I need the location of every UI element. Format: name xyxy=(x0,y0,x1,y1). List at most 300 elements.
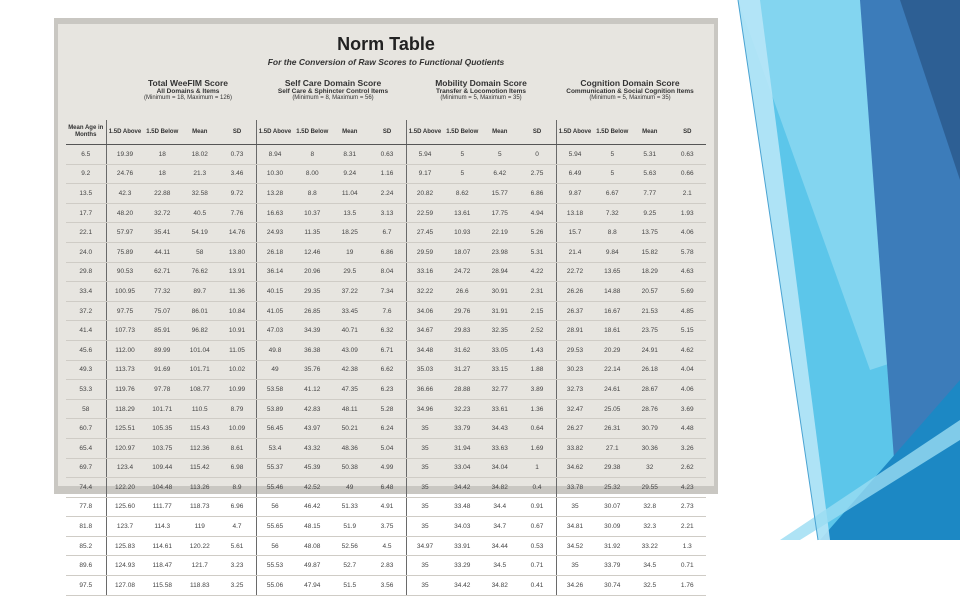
score-cell: 25.32 xyxy=(594,478,632,498)
score-cell: 27.1 xyxy=(594,438,632,458)
group-header-mobility xyxy=(406,78,556,101)
score-cell: 47.94 xyxy=(294,576,332,596)
score-cell: 26.6 xyxy=(444,282,482,302)
table-row xyxy=(66,380,706,400)
score-cell: 90.53 xyxy=(106,262,144,282)
score-cell: 35 xyxy=(406,438,444,458)
score-cell: 3.25 xyxy=(219,576,257,596)
age-cell: 89.6 xyxy=(66,556,106,576)
score-cell: 34.5 xyxy=(631,556,669,576)
score-cell: 35 xyxy=(556,556,594,576)
score-cell: 5 xyxy=(594,145,632,165)
table-row xyxy=(66,458,706,478)
score-cell: 0.64 xyxy=(519,419,557,439)
score-cell: 114.61 xyxy=(144,536,182,556)
score-cell: 9.24 xyxy=(331,164,369,184)
score-cell: 0.71 xyxy=(519,556,557,576)
column-header: SD xyxy=(519,120,557,145)
score-cell: 51.5 xyxy=(331,576,369,596)
score-cell: 33.91 xyxy=(444,536,482,556)
group-items: Self Care & Sphincter Control Items xyxy=(277,88,389,95)
score-cell: 104.48 xyxy=(144,478,182,498)
score-cell: 3.26 xyxy=(669,438,707,458)
score-cell: 43.32 xyxy=(294,438,332,458)
score-cell: 49 xyxy=(256,360,294,380)
score-cell: 34.82 xyxy=(481,576,519,596)
score-cell: 33.05 xyxy=(481,340,519,360)
score-cell: 52.7 xyxy=(331,556,369,576)
score-cell: 57.97 xyxy=(106,223,144,243)
page-title: Norm Table xyxy=(337,34,435,54)
score-cell: 114.3 xyxy=(144,517,182,537)
score-cell: 96.82 xyxy=(181,321,219,341)
score-cell: 2.15 xyxy=(519,301,557,321)
group-items: Transfer & Locomotion Items xyxy=(436,88,526,95)
score-cell: 113.26 xyxy=(181,478,219,498)
score-cell: 31.92 xyxy=(594,536,632,556)
score-cell: 26.18 xyxy=(256,242,294,262)
score-cell: 6.86 xyxy=(519,184,557,204)
score-cell: 34.04 xyxy=(481,458,519,478)
age-cell: 69.7 xyxy=(66,458,106,478)
age-cell: 81.8 xyxy=(66,517,106,537)
score-cell: 0.63 xyxy=(669,145,707,165)
score-cell: 34.48 xyxy=(406,340,444,360)
score-cell: 30.79 xyxy=(631,419,669,439)
score-cell: 34.5 xyxy=(481,556,519,576)
score-cell: 42.38 xyxy=(331,360,369,380)
score-cell: 5.26 xyxy=(519,223,557,243)
age-cell: 24.0 xyxy=(66,242,106,262)
score-cell: 25.05 xyxy=(594,399,632,419)
age-cell: 65.4 xyxy=(66,438,106,458)
score-cell: 115.42 xyxy=(181,458,219,478)
score-cell: 32.77 xyxy=(481,380,519,400)
score-cell: 47.35 xyxy=(331,380,369,400)
score-cell: 4.91 xyxy=(369,497,407,517)
score-cell: 48.20 xyxy=(106,203,144,223)
score-cell: 118.29 xyxy=(106,399,144,419)
score-cell: 0.67 xyxy=(519,517,557,537)
score-cell: 121.7 xyxy=(181,556,219,576)
score-cell: 35 xyxy=(556,497,594,517)
score-cell: 26.18 xyxy=(631,360,669,380)
score-cell: 43.97 xyxy=(294,419,332,439)
score-cell: 30.74 xyxy=(594,576,632,596)
score-cell: 77.32 xyxy=(144,282,182,302)
score-cell: 30.23 xyxy=(556,360,594,380)
score-cell: 1.16 xyxy=(369,164,407,184)
table-row xyxy=(66,419,706,439)
score-cell: 107.73 xyxy=(106,321,144,341)
score-cell: 0.41 xyxy=(519,576,557,596)
score-cell: 31.91 xyxy=(481,301,519,321)
score-cell: 4.63 xyxy=(669,262,707,282)
score-cell: 33.82 xyxy=(556,438,594,458)
score-cell: 4.85 xyxy=(669,301,707,321)
score-cell: 35.76 xyxy=(294,360,332,380)
column-header: 1.5D Above xyxy=(406,120,444,145)
score-cell: 125.83 xyxy=(106,536,144,556)
score-cell: 4.48 xyxy=(669,419,707,439)
age-cell: 58 xyxy=(66,399,106,419)
score-cell: 53.58 xyxy=(256,380,294,400)
score-cell: 32.5 xyxy=(631,576,669,596)
score-cell: 21.53 xyxy=(631,301,669,321)
score-cell: 35 xyxy=(406,556,444,576)
group-title: Cognition Domain Score xyxy=(580,78,680,88)
score-cell: 15.77 xyxy=(481,184,519,204)
score-cell: 34.96 xyxy=(406,399,444,419)
score-cell: 34.43 xyxy=(481,419,519,439)
score-cell: 34.26 xyxy=(556,576,594,596)
group-range: (Minimum = 5, Maximum = 35) xyxy=(589,95,671,101)
score-cell: 33.79 xyxy=(444,419,482,439)
score-cell: 7.76 xyxy=(219,203,257,223)
group-header-total xyxy=(118,78,258,101)
score-cell: 115.43 xyxy=(181,419,219,439)
score-cell: 119.76 xyxy=(106,380,144,400)
score-cell: 19.39 xyxy=(106,145,144,165)
score-cell: 32.23 xyxy=(444,399,482,419)
score-cell: 18.02 xyxy=(181,145,219,165)
score-cell: 1.88 xyxy=(519,360,557,380)
score-cell: 31.94 xyxy=(444,438,482,458)
score-cell: 5.78 xyxy=(669,242,707,262)
score-cell: 24.76 xyxy=(106,164,144,184)
score-cell: 5 xyxy=(444,145,482,165)
score-cell: 51.9 xyxy=(331,517,369,537)
score-cell: 75.89 xyxy=(106,242,144,262)
score-cell: 5.28 xyxy=(369,399,407,419)
group-title: Self Care Domain Score xyxy=(284,78,382,88)
score-cell: 41.05 xyxy=(256,301,294,321)
group-items: Communication & Social Cognition Items xyxy=(566,88,694,95)
score-cell: 28.91 xyxy=(556,321,594,341)
score-cell: 115.58 xyxy=(144,576,182,596)
table-row xyxy=(66,262,706,282)
score-cell: 22.72 xyxy=(556,262,594,282)
score-cell: 119 xyxy=(181,517,219,537)
score-cell: 11.04 xyxy=(331,184,369,204)
score-cell: 2.1 xyxy=(669,184,707,204)
score-cell: 8.9 xyxy=(219,478,257,498)
score-cell: 111.77 xyxy=(144,497,182,517)
score-cell: 34.42 xyxy=(444,478,482,498)
header-row xyxy=(66,120,706,145)
score-cell: 40.71 xyxy=(331,321,369,341)
score-cell: 43.09 xyxy=(331,340,369,360)
score-cell: 5.94 xyxy=(556,145,594,165)
score-cell: 49.87 xyxy=(294,556,332,576)
score-cell: 10.37 xyxy=(294,203,332,223)
score-cell: 13.5 xyxy=(331,203,369,223)
score-cell: 6.96 xyxy=(219,497,257,517)
table-row xyxy=(66,360,706,380)
score-cell: 34.52 xyxy=(556,536,594,556)
score-cell: 35 xyxy=(406,517,444,537)
page-subtitle: For the Conversion of Raw Scores to Functional Quotients xyxy=(267,57,505,67)
score-cell: 53.4 xyxy=(256,438,294,458)
age-cell: 49.3 xyxy=(66,360,106,380)
score-cell: 105.35 xyxy=(144,419,182,439)
score-cell: 13.61 xyxy=(444,203,482,223)
score-cell: 56 xyxy=(256,497,294,517)
score-cell: 33.48 xyxy=(444,497,482,517)
score-cell: 49.8 xyxy=(256,340,294,360)
score-cell: 4.22 xyxy=(519,262,557,282)
table-row xyxy=(66,517,706,537)
score-cell: 1 xyxy=(519,458,557,478)
score-cell: 19 xyxy=(331,242,369,262)
score-cell: 17.75 xyxy=(481,203,519,223)
score-cell: 9.84 xyxy=(594,242,632,262)
score-cell: 2.83 xyxy=(369,556,407,576)
table-row xyxy=(66,497,706,517)
table-body xyxy=(66,145,706,596)
score-cell: 20.82 xyxy=(406,184,444,204)
column-header: 1.5D Below xyxy=(294,120,332,145)
score-cell: 32.3 xyxy=(631,517,669,537)
score-cell: 55.37 xyxy=(256,458,294,478)
score-cell: 26.37 xyxy=(556,301,594,321)
score-cell: 33.29 xyxy=(444,556,482,576)
score-cell: 8.79 xyxy=(219,399,257,419)
score-cell: 29.53 xyxy=(556,340,594,360)
age-cell: 33.4 xyxy=(66,282,106,302)
score-cell: 34.97 xyxy=(406,536,444,556)
score-cell: 20.96 xyxy=(294,262,332,282)
score-cell: 6.71 xyxy=(369,340,407,360)
score-cell: 33.22 xyxy=(631,536,669,556)
score-cell: 86.01 xyxy=(181,301,219,321)
age-cell: 60.7 xyxy=(66,419,106,439)
score-cell: 9.17 xyxy=(406,164,444,184)
score-cell: 50.38 xyxy=(331,458,369,478)
score-cell: 20.57 xyxy=(631,282,669,302)
score-cell: 32.8 xyxy=(631,497,669,517)
score-cell: 32.35 xyxy=(481,321,519,341)
score-cell: 125.60 xyxy=(106,497,144,517)
score-cell: 48.15 xyxy=(294,517,332,537)
score-cell: 56.45 xyxy=(256,419,294,439)
age-cell: 74.4 xyxy=(66,478,106,498)
score-cell: 7.77 xyxy=(631,184,669,204)
score-cell: 89.7 xyxy=(181,282,219,302)
score-cell: 2.52 xyxy=(519,321,557,341)
score-cell: 5 xyxy=(481,145,519,165)
score-cell: 9.87 xyxy=(556,184,594,204)
score-cell: 6.48 xyxy=(369,478,407,498)
column-header: 1.5D Above xyxy=(256,120,294,145)
score-cell: 9.72 xyxy=(219,184,257,204)
score-cell: 23.98 xyxy=(481,242,519,262)
table-row xyxy=(66,242,706,262)
score-cell: 3.56 xyxy=(369,576,407,596)
score-cell: 32 xyxy=(631,458,669,478)
score-cell: 26.26 xyxy=(556,282,594,302)
age-cell: 53.3 xyxy=(66,380,106,400)
score-cell: 35 xyxy=(406,478,444,498)
score-cell: 55.53 xyxy=(256,556,294,576)
score-cell: 37.22 xyxy=(331,282,369,302)
score-cell: 120.97 xyxy=(106,438,144,458)
score-cell: 42.52 xyxy=(294,478,332,498)
score-cell: 6.49 xyxy=(556,164,594,184)
column-header: Mean xyxy=(481,120,519,145)
score-cell: 23.75 xyxy=(631,321,669,341)
score-cell: 36.38 xyxy=(294,340,332,360)
score-cell: 29.59 xyxy=(406,242,444,262)
score-cell: 22.14 xyxy=(594,360,632,380)
score-cell: 101.71 xyxy=(144,399,182,419)
score-cell: 2.21 xyxy=(669,517,707,537)
score-cell: 109.44 xyxy=(144,458,182,478)
score-cell: 15.82 xyxy=(631,242,669,262)
score-cell: 127.08 xyxy=(106,576,144,596)
score-cell: 36.66 xyxy=(406,380,444,400)
score-cell: 10.99 xyxy=(219,380,257,400)
score-cell: 18 xyxy=(144,145,182,165)
score-cell: 12.46 xyxy=(294,242,332,262)
score-cell: 6.7 xyxy=(369,223,407,243)
score-cell: 3.46 xyxy=(219,164,257,184)
score-cell: 4.04 xyxy=(669,360,707,380)
score-cell: 6.23 xyxy=(369,380,407,400)
table-row xyxy=(66,282,706,302)
score-cell: 4.94 xyxy=(519,203,557,223)
table-row xyxy=(66,301,706,321)
age-cell: 45.6 xyxy=(66,340,106,360)
score-cell: 26.27 xyxy=(556,419,594,439)
score-cell: 4.23 xyxy=(669,478,707,498)
score-cell: 22.88 xyxy=(144,184,182,204)
score-cell: 32.73 xyxy=(556,380,594,400)
score-cell: 18.07 xyxy=(444,242,482,262)
score-cell: 112.00 xyxy=(106,340,144,360)
score-cell: 0.66 xyxy=(669,164,707,184)
score-cell: 3.69 xyxy=(669,399,707,419)
score-cell: 5.61 xyxy=(219,536,257,556)
table-row xyxy=(66,340,706,360)
score-cell: 14.88 xyxy=(594,282,632,302)
score-cell: 33.16 xyxy=(406,262,444,282)
score-cell: 122.20 xyxy=(106,478,144,498)
score-cell: 35 xyxy=(406,419,444,439)
score-cell: 0.63 xyxy=(369,145,407,165)
score-cell: 8.62 xyxy=(444,184,482,204)
score-cell: 27.45 xyxy=(406,223,444,243)
age-cell: 17.7 xyxy=(66,203,106,223)
score-cell: 0 xyxy=(519,145,557,165)
column-header: Mean xyxy=(631,120,669,145)
score-cell: 123.4 xyxy=(106,458,144,478)
score-cell: 10.09 xyxy=(219,419,257,439)
score-cell: 46.42 xyxy=(294,497,332,517)
score-cell: 34.44 xyxy=(481,536,519,556)
score-cell: 2.75 xyxy=(519,164,557,184)
column-header: 1.5D Above xyxy=(556,120,594,145)
group-header-cognition xyxy=(554,78,706,101)
table-row xyxy=(66,478,706,498)
score-cell: 28.76 xyxy=(631,399,669,419)
score-cell: 34.06 xyxy=(406,301,444,321)
score-cell: 1.76 xyxy=(669,576,707,596)
score-cell: 32.47 xyxy=(556,399,594,419)
score-cell: 13.80 xyxy=(219,242,257,262)
score-cell: 33.78 xyxy=(556,478,594,498)
score-cell: 4.62 xyxy=(669,340,707,360)
age-cell: 37.2 xyxy=(66,301,106,321)
score-cell: 100.95 xyxy=(106,282,144,302)
score-cell: 0.4 xyxy=(519,478,557,498)
score-cell: 24.72 xyxy=(444,262,482,282)
score-cell: 118.73 xyxy=(181,497,219,517)
score-cell: 33.45 xyxy=(331,301,369,321)
score-cell: 21.3 xyxy=(181,164,219,184)
score-cell: 34.39 xyxy=(294,321,332,341)
group-title: Total WeeFIM Score xyxy=(148,78,228,88)
score-cell: 31.27 xyxy=(444,360,482,380)
score-cell: 3.89 xyxy=(519,380,557,400)
score-cell: 113.73 xyxy=(106,360,144,380)
paper-sheet xyxy=(58,24,714,589)
score-cell: 30.09 xyxy=(594,517,632,537)
score-cell: 54.19 xyxy=(181,223,219,243)
score-cell: 48.36 xyxy=(331,438,369,458)
score-cell: 1.43 xyxy=(519,340,557,360)
score-cell: 2.73 xyxy=(669,497,707,517)
group-range: (Minimum = 8, Maximum = 56) xyxy=(292,95,374,101)
column-header: Mean xyxy=(181,120,219,145)
score-cell: 2.24 xyxy=(369,184,407,204)
score-cell: 22.19 xyxy=(481,223,519,243)
score-cell: 108.77 xyxy=(181,380,219,400)
score-cell: 118.83 xyxy=(181,576,219,596)
score-cell: 18.29 xyxy=(631,262,669,282)
score-cell: 52.56 xyxy=(331,536,369,556)
score-cell: 35 xyxy=(406,497,444,517)
score-cell: 35 xyxy=(406,576,444,596)
score-cell: 48.08 xyxy=(294,536,332,556)
score-cell: 33.15 xyxy=(481,360,519,380)
score-cell: 40.15 xyxy=(256,282,294,302)
score-cell: 20.29 xyxy=(594,340,632,360)
score-cell: 3.23 xyxy=(219,556,257,576)
column-header: Mean xyxy=(331,120,369,145)
group-range: (Minimum = 5, Maximum = 35) xyxy=(440,95,522,101)
column-header: 1.5D Below xyxy=(594,120,632,145)
score-cell: 50.21 xyxy=(331,419,369,439)
score-cell: 5.31 xyxy=(631,145,669,165)
score-cell: 4.5 xyxy=(369,536,407,556)
score-cell: 5.94 xyxy=(406,145,444,165)
score-cell: 91.69 xyxy=(144,360,182,380)
score-cell: 5.31 xyxy=(519,242,557,262)
table-row xyxy=(66,145,706,165)
score-cell: 34.4 xyxy=(481,497,519,517)
score-cell: 10.91 xyxy=(219,321,257,341)
score-cell: 13.18 xyxy=(556,203,594,223)
score-cell: 11.36 xyxy=(219,282,257,302)
score-cell: 28.67 xyxy=(631,380,669,400)
table-row xyxy=(66,438,706,458)
score-cell: 40.5 xyxy=(181,203,219,223)
score-cell: 16.63 xyxy=(256,203,294,223)
group-range: (Minimum = 18, Maximum = 126) xyxy=(143,95,233,101)
score-cell: 34.42 xyxy=(444,576,482,596)
score-cell: 10.02 xyxy=(219,360,257,380)
